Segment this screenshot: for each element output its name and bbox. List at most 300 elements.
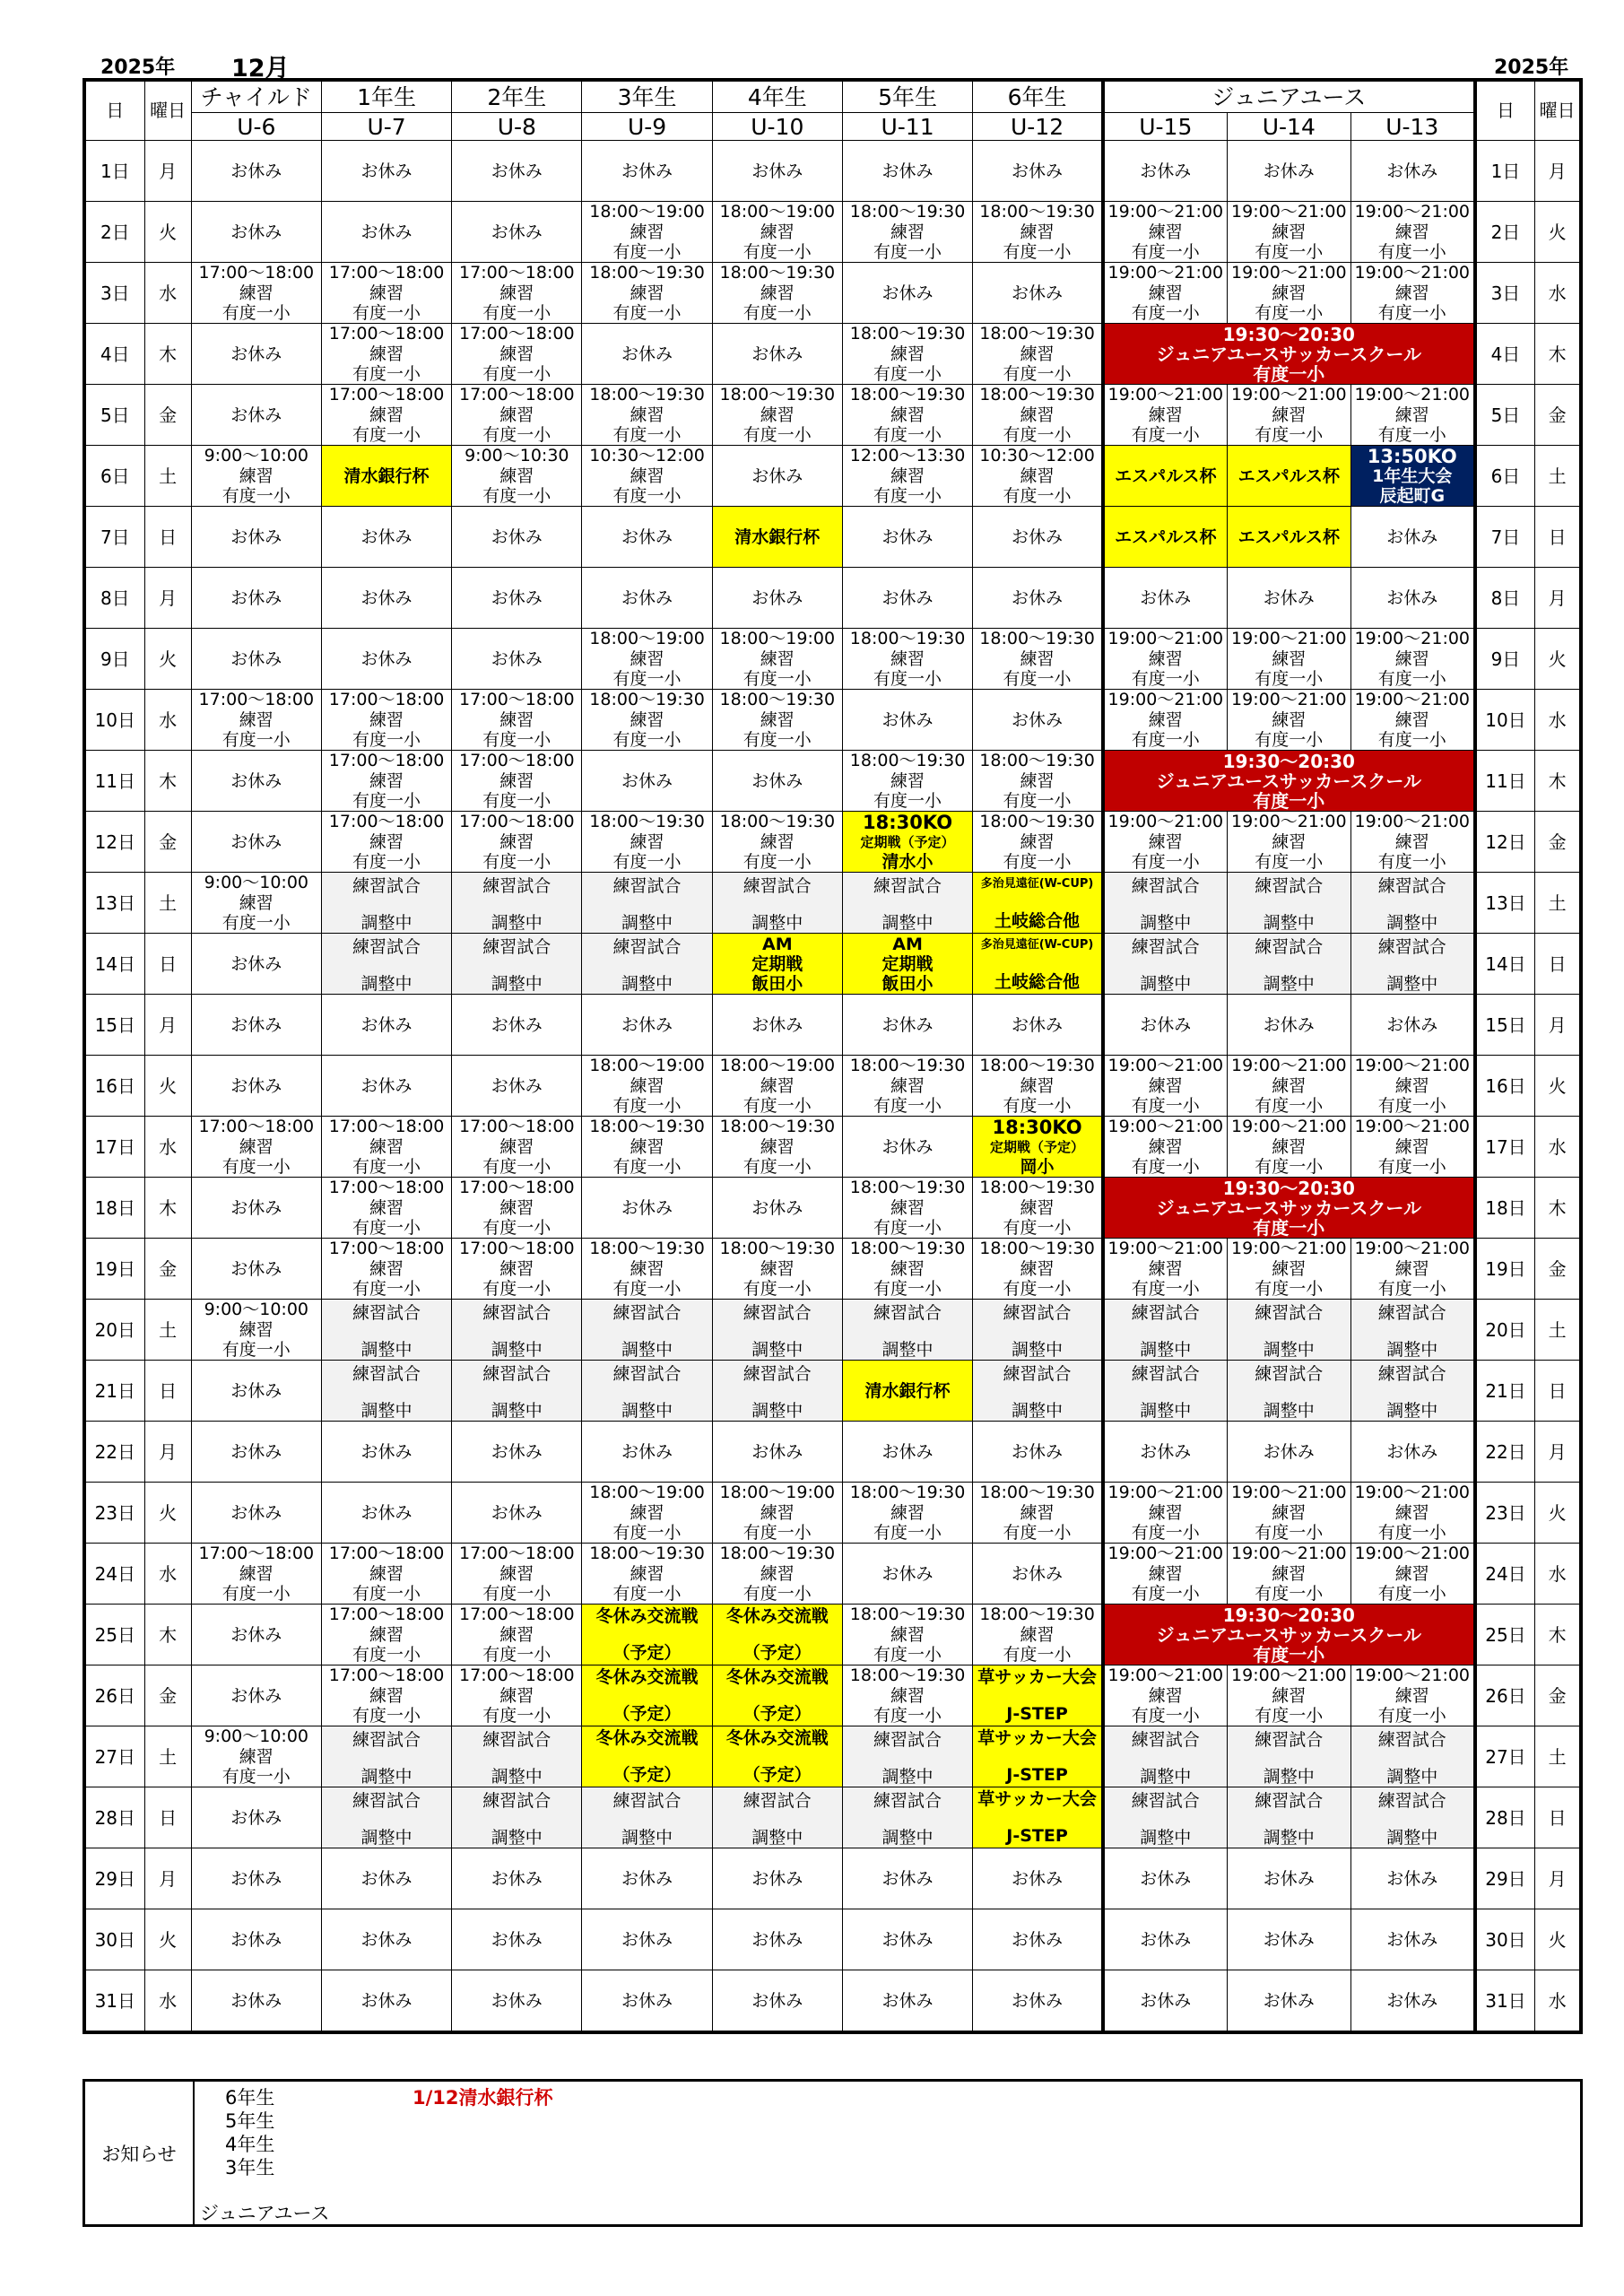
event-line: お休み	[751, 465, 803, 486]
event-content	[973, 568, 1101, 628]
event-content	[713, 1970, 842, 2031]
schedule-cell	[321, 1605, 451, 1665]
schedule-cell	[842, 751, 972, 812]
schedule-cell	[1103, 1239, 1227, 1300]
schedule-cell	[1103, 202, 1227, 263]
event-content	[322, 324, 451, 384]
event-content	[973, 873, 1101, 933]
event-line: お休み	[751, 1868, 803, 1889]
event-content	[1351, 1726, 1473, 1787]
day-cell: 9日	[84, 629, 144, 690]
schedule-cell	[452, 934, 582, 995]
event-line: 練習	[499, 1563, 534, 1584]
event-content	[582, 1239, 711, 1299]
day-row	[84, 263, 1581, 324]
day-cell: 7日	[84, 507, 144, 568]
event-content	[1105, 263, 1227, 323]
event-content	[582, 1665, 711, 1726]
day-cell: 1日	[84, 141, 144, 202]
event-content	[1105, 1422, 1227, 1482]
event-content	[713, 385, 842, 445]
schedule-cell	[973, 1665, 1103, 1726]
event-line: 練習試合	[612, 876, 682, 896]
event-line: 練習	[1020, 648, 1055, 669]
day-cell-right: 7日	[1475, 507, 1535, 568]
event-line: 調整中	[1012, 1401, 1064, 1421]
event-content	[322, 1178, 451, 1238]
event-line: 練習	[630, 831, 664, 852]
event-line: 練習試合	[612, 1303, 682, 1323]
day-row	[84, 1422, 1581, 1483]
event-line: お休み	[230, 953, 282, 974]
event-line: 練習	[239, 709, 274, 730]
schedule-cell	[191, 995, 321, 1056]
event-content	[582, 873, 711, 933]
day-cell-right: 24日	[1475, 1544, 1535, 1605]
day-row	[84, 1117, 1581, 1178]
schedule-cell	[1227, 1361, 1350, 1422]
event-line: 19:00～21:00	[1231, 629, 1347, 648]
event-line: 練習	[369, 1258, 404, 1279]
event-content	[973, 141, 1101, 201]
schedule-cell	[712, 1848, 842, 1909]
event-content	[1351, 385, 1473, 445]
event-content	[973, 1665, 1101, 1726]
event-line: お休み	[1012, 1441, 1064, 1462]
event-line: お休み	[751, 770, 803, 791]
event-line: 19:00～21:00	[1107, 202, 1224, 222]
event-line: お休み	[1386, 1929, 1438, 1950]
event-line: 調整中	[1386, 1401, 1438, 1421]
event-line: お休み	[621, 1197, 673, 1218]
schedule-cell	[321, 507, 451, 568]
event-line: 19:00～21:00	[1107, 1665, 1224, 1685]
weekday-cell: 月	[144, 568, 191, 629]
event-line: AM	[762, 934, 793, 954]
schedule-cell	[1103, 1848, 1227, 1909]
event-content	[973, 629, 1101, 689]
schedule-cell	[842, 507, 972, 568]
schedule-cell	[842, 690, 972, 751]
day-cell: 27日	[84, 1726, 144, 1787]
event-content	[1351, 141, 1473, 201]
event-content	[322, 934, 451, 994]
day-cell-right: 15日	[1475, 995, 1535, 1056]
event-line: 練習	[1394, 1258, 1429, 1279]
event-line: 有度一小	[1131, 669, 1200, 689]
event-line: 練習	[499, 770, 534, 791]
event-line: 調整中	[1140, 1828, 1192, 1848]
event-line: 練習	[630, 222, 664, 242]
schedule-cell	[582, 1300, 712, 1361]
event-line: 練習	[760, 831, 795, 852]
event-content	[843, 690, 972, 750]
schedule-cell	[1103, 812, 1227, 873]
event-content	[1228, 995, 1350, 1055]
schedule-cell	[973, 1970, 1103, 2033]
event-content	[973, 1848, 1101, 1909]
event-content	[713, 324, 842, 384]
event-line: 17:00～18:00	[328, 1605, 445, 1624]
schedule-cell	[321, 690, 451, 751]
event-line: 18:00～19:30	[849, 1178, 966, 1197]
schedule-cell	[191, 1178, 321, 1239]
event-content	[1105, 1056, 1227, 1116]
day-cell: 19日	[84, 1239, 144, 1300]
event-content	[582, 1970, 711, 2031]
event-line: 練習	[1394, 404, 1429, 425]
event-content	[713, 1544, 842, 1604]
schedule-cell	[1103, 1605, 1475, 1665]
event-line: 有度一小	[221, 1584, 291, 1604]
event-content	[1105, 202, 1227, 262]
event-content	[582, 1117, 711, 1177]
event-line: 練習試合	[1255, 876, 1324, 896]
event-content	[192, 324, 321, 384]
event-content	[192, 751, 321, 811]
schedule-cell	[842, 1483, 972, 1544]
event-line: 練習	[1148, 1502, 1183, 1523]
event-line: お休み	[360, 1014, 413, 1035]
event-content	[843, 812, 972, 872]
schedule-cell	[1103, 1178, 1475, 1239]
schedule-cell	[973, 507, 1103, 568]
event-content	[1228, 507, 1350, 567]
event-line: 12:00～13:30	[849, 446, 966, 465]
group-name-header: 3年生	[582, 80, 712, 113]
schedule-cell	[842, 141, 972, 202]
schedule-cell	[712, 1665, 842, 1726]
event-content	[322, 1544, 451, 1604]
event-line: 調整中	[621, 913, 673, 933]
event-line: 冬休み交流戦	[725, 1728, 829, 1748]
schedule-cell	[1350, 385, 1474, 446]
event-content	[582, 812, 711, 872]
event-line: お休み	[1263, 1929, 1315, 1950]
event-line: 調整中	[621, 1340, 673, 1360]
event-content	[1228, 1239, 1350, 1299]
event-line: 17:00～18:00	[459, 812, 575, 831]
event-line: 練習	[630, 404, 664, 425]
event-line: 有度一小	[221, 1767, 291, 1787]
event-line: 19:30～20:30	[1222, 1177, 1355, 1199]
event-content	[843, 1300, 972, 1360]
event-line: お休み	[1140, 161, 1192, 181]
event-line: 練習	[760, 1502, 795, 1523]
schedule-cell	[973, 324, 1103, 385]
event-content	[1228, 1300, 1350, 1360]
event-line: 19:30～20:30	[1222, 323, 1355, 345]
schedule-cell	[1227, 873, 1350, 934]
event-content	[582, 324, 711, 384]
event-content	[843, 446, 972, 506]
event-line: 練習	[369, 770, 404, 791]
event-line: 練習	[499, 1197, 534, 1218]
event-line: 19:00～21:00	[1354, 1117, 1471, 1136]
day-cell-right: 31日	[1475, 1970, 1535, 2033]
event-content	[322, 263, 451, 323]
event-content	[843, 324, 972, 384]
event-line: 練習	[1148, 831, 1183, 852]
event-line: 飯田小	[751, 973, 803, 994]
event-content	[713, 1117, 842, 1177]
event-line: 練習	[1272, 709, 1307, 730]
event-line: 練習	[1272, 1563, 1307, 1584]
schedule-cell	[712, 141, 842, 202]
event-line: 練習	[239, 892, 274, 913]
schedule-cell	[842, 1787, 972, 1848]
event-line: 冬休み交流戦	[595, 1667, 699, 1687]
event-line: 18:00～19:30	[589, 690, 705, 709]
event-line: 18:00～19:30	[849, 1483, 966, 1502]
schedule-cell	[712, 263, 842, 324]
schedule-cell	[973, 1178, 1103, 1239]
day-cell: 23日	[84, 1483, 144, 1544]
event-line: 18:00～19:00	[589, 1483, 705, 1502]
schedule-cell	[1227, 1056, 1350, 1117]
event-line: 10:30～12:00	[589, 446, 705, 465]
event-line: お休み	[1140, 1990, 1192, 2011]
event-content	[1351, 263, 1473, 323]
event-line: お休み	[1386, 161, 1438, 181]
event-content	[843, 1665, 972, 1726]
event-line: お休み	[360, 587, 413, 608]
event-line: お休み	[621, 587, 673, 608]
event-line: 調整中	[621, 1401, 673, 1421]
schedule-cell	[842, 1300, 972, 1361]
event-line: 有度一小	[352, 1584, 421, 1604]
event-line: 有度一小	[482, 1645, 551, 1665]
schedule-cell	[973, 1422, 1103, 1483]
weekday-cell: 火	[144, 1909, 191, 1970]
schedule-cell	[712, 1361, 842, 1422]
event-content	[973, 385, 1101, 445]
event-content	[582, 141, 711, 201]
event-line: 練習	[630, 1075, 664, 1096]
event-line: お休み	[360, 1868, 413, 1889]
weekday-cell-right: 水	[1535, 1544, 1581, 1605]
event-line: 練習	[1272, 1502, 1307, 1523]
event-content	[192, 1117, 321, 1177]
event-line: 19:00～21:00	[1231, 1544, 1347, 1563]
event-line: 練習	[1394, 648, 1429, 669]
day-cell-right: 3日	[1475, 263, 1535, 324]
group-code-header: U-10	[712, 113, 842, 141]
event-content	[1351, 934, 1473, 994]
schedule-cell	[321, 751, 451, 812]
event-content	[322, 1300, 451, 1360]
event-content	[452, 690, 581, 750]
weekday-cell-right: 日	[1535, 1361, 1581, 1422]
event-content	[1228, 1909, 1350, 1970]
event-line: お休み	[621, 344, 673, 364]
event-line: 9:00～10:00	[204, 873, 309, 892]
event-line: お休み	[491, 648, 543, 669]
day-cell: 4日	[84, 324, 144, 385]
event-content	[843, 751, 972, 811]
event-content	[322, 1056, 451, 1116]
event-line: 18:00～19:30	[849, 202, 966, 222]
day-row	[84, 1361, 1581, 1422]
event-line: 有度一小	[612, 852, 682, 872]
weekday-cell-right: 水	[1535, 263, 1581, 324]
event-content	[582, 202, 711, 262]
schedule-cell	[452, 446, 582, 507]
day-header: 日	[84, 80, 144, 141]
event-content	[322, 1665, 451, 1726]
event-line: 練習	[369, 344, 404, 364]
event-line: 有度一小	[1377, 730, 1446, 750]
event-line: 練習	[499, 344, 534, 364]
notice-box	[83, 2079, 1583, 2227]
event-line: 17:00～18:00	[459, 1665, 575, 1685]
day-row	[84, 1056, 1581, 1117]
event-content	[322, 141, 451, 201]
event-line: 18:00～19:00	[589, 1056, 705, 1075]
event-content	[973, 1909, 1101, 1970]
event-line: 調整中	[751, 1401, 803, 1421]
event-line: 有度一小	[1131, 1157, 1200, 1177]
schedule-cell	[1103, 1056, 1227, 1117]
event-line: 19:00～21:00	[1231, 385, 1347, 404]
event-line: 練習試合	[873, 876, 942, 896]
event-content	[452, 1848, 581, 1909]
event-line: 練習試合	[352, 1303, 421, 1323]
schedule-cell	[321, 568, 451, 629]
event-content	[1228, 690, 1350, 750]
event-line: お休み	[751, 1990, 803, 2011]
event-line: 練習	[1020, 831, 1055, 852]
event-line: 有度一小	[1253, 1216, 1325, 1239]
event-line: お休み	[881, 1136, 934, 1157]
notice-grade: ジュニアユース	[200, 2203, 330, 2224]
event-line: お休み	[1140, 1929, 1192, 1950]
event-line: お休み	[751, 1441, 803, 1462]
event-line: お休み	[881, 1563, 934, 1584]
schedule-cell	[1227, 1726, 1350, 1787]
event-line: 練習試合	[612, 937, 682, 957]
event-line: 有度一小	[1255, 1523, 1324, 1543]
schedule-cell	[582, 812, 712, 873]
event-line: 18:00～19:30	[589, 263, 705, 283]
event-line: お休み	[230, 1441, 282, 1462]
schedule-cell	[321, 1726, 451, 1787]
event-line: お休み	[751, 1197, 803, 1218]
event-content	[843, 1178, 972, 1238]
event-line: 練習	[890, 404, 925, 425]
schedule-cell	[582, 629, 712, 690]
schedule-cell	[1103, 568, 1227, 629]
schedule-cell	[973, 1300, 1103, 1361]
event-line: 有度一小	[873, 1096, 942, 1116]
event-content	[452, 446, 581, 506]
event-line: ジュニアユースサッカースクール	[1156, 1196, 1421, 1219]
schedule-cell	[582, 1056, 712, 1117]
day-cell-right: 1日	[1475, 141, 1535, 202]
day-cell-right: 9日	[1475, 629, 1535, 690]
event-line: 19:00～21:00	[1354, 385, 1471, 404]
event-line: 17:00～18:00	[459, 1239, 575, 1258]
schedule-cell	[582, 995, 712, 1056]
event-line: 調整中	[1263, 1340, 1315, 1360]
event-line: 有度一小	[352, 1279, 421, 1299]
event-line: 18:30KO	[992, 1116, 1082, 1138]
schedule-cell	[191, 1970, 321, 2033]
schedule-cell	[321, 1665, 451, 1726]
schedule-cell	[582, 1239, 712, 1300]
event-line: 19:00～21:00	[1231, 812, 1347, 831]
event-line: 練習試合	[352, 1730, 421, 1750]
schedule-cell	[191, 324, 321, 385]
event-line: 練習試合	[1003, 1303, 1072, 1323]
event-line: お休み	[621, 1868, 673, 1889]
event-line: 有度一小	[873, 791, 942, 811]
event-content	[973, 934, 1101, 994]
event-line: エスパルス杯	[1115, 526, 1217, 547]
event-line: 有度一小	[1131, 730, 1200, 750]
schedule-cell	[582, 1848, 712, 1909]
weekday-cell-right: 土	[1535, 1300, 1581, 1361]
event-content	[713, 873, 842, 933]
event-content	[1105, 1848, 1227, 1909]
weekday-cell: 水	[144, 1544, 191, 1605]
event-line: 練習	[890, 1258, 925, 1279]
day-row	[84, 507, 1581, 568]
event-line: 調整中	[491, 1401, 543, 1421]
event-line: 練習	[760, 1075, 795, 1096]
day-cell: 8日	[84, 568, 144, 629]
event-content	[452, 1422, 581, 1482]
event-content	[192, 446, 321, 506]
day-row	[84, 202, 1581, 263]
event-line: 有度一小	[743, 730, 812, 750]
event-line: 練習試合	[873, 1730, 942, 1750]
event-line: 調整中	[491, 1340, 543, 1360]
event-line: お休み	[230, 1075, 282, 1096]
event-content	[1105, 1117, 1227, 1177]
schedule-cell	[191, 1787, 321, 1848]
event-content	[1228, 1483, 1350, 1543]
day-cell: 16日	[84, 1056, 144, 1117]
event-content	[452, 385, 581, 445]
event-line: お休み	[230, 1929, 282, 1950]
schedule-cell	[973, 1909, 1103, 1970]
event-line: 18:00～19:30	[589, 1239, 705, 1258]
event-line: 調整中	[881, 1767, 934, 1787]
event-content	[192, 690, 321, 750]
event-line: 調整中	[751, 913, 803, 933]
event-line: お休み	[491, 1075, 543, 1096]
schedule-cell	[1350, 507, 1474, 568]
event-line: 18:00～19:30	[979, 1483, 1095, 1502]
event-content	[452, 934, 581, 994]
schedule-cell	[1227, 690, 1350, 751]
schedule-cell	[1227, 1117, 1350, 1178]
event-content	[452, 324, 581, 384]
schedule-cell	[452, 629, 582, 690]
event-line: 調整中	[751, 1340, 803, 1360]
event-line: 練習試合	[612, 1791, 682, 1811]
event-content	[973, 1300, 1101, 1360]
event-line: 調整中	[751, 1828, 803, 1848]
event-line: 17:00～18:00	[198, 690, 315, 709]
event-line: 19:00～21:00	[1354, 1665, 1471, 1685]
event-line: 19:00～21:00	[1354, 629, 1471, 648]
schedule-cell	[712, 1787, 842, 1848]
event-line: 17:00～18:00	[198, 1544, 315, 1563]
day-cell-right: 6日	[1475, 446, 1535, 507]
schedule-cell	[1350, 1422, 1474, 1483]
